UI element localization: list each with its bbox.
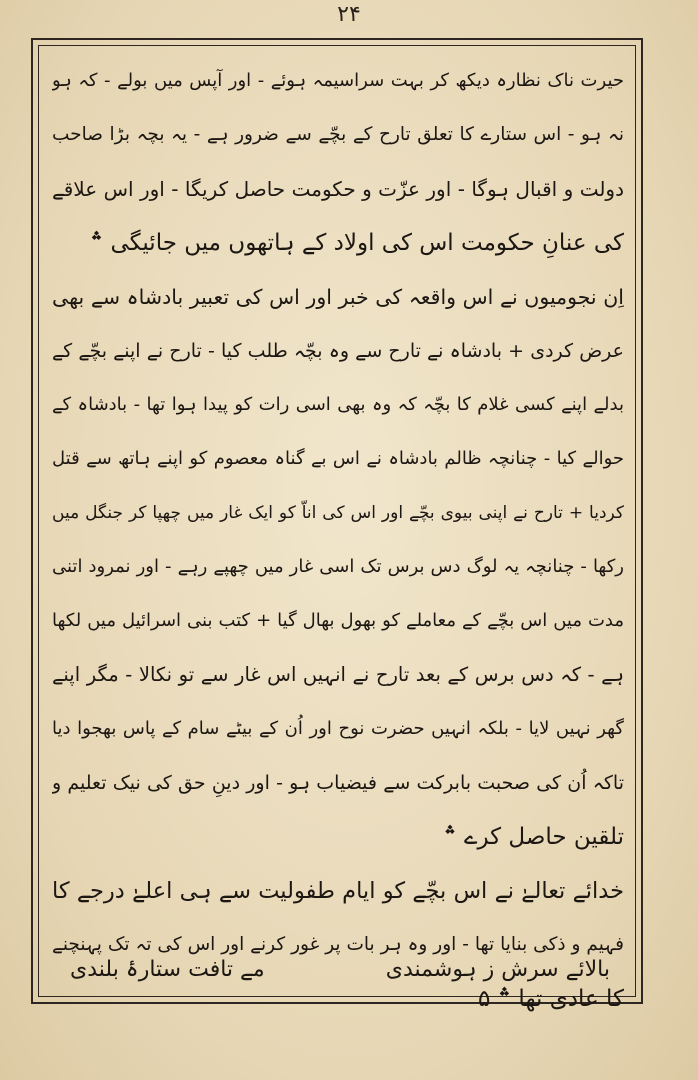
text-line: رکھا - چنانچہ یہ لوگ دس برس تک اسی غار میں چھپے رہے - اور نمرود اتنی	[52, 556, 624, 577]
text-line: کا عادی تھا ؞ ۵	[477, 986, 624, 1012]
text-line: بدلے اپنے کسی غلام کا بچّہ کہ وہ بھی اسی رات کو پیدا ہوا تھا - بادشاہ کے	[52, 394, 624, 415]
text-line: خدائے تعالےٰ نے اس بچّے کو ایام طفولیت سے ہی اعلےٰ درجے کا	[52, 878, 624, 904]
text-line: کی عنانِ حکومت اس کی اولاد کے ہاتھوں میں جائیگی ؞	[89, 230, 624, 256]
text-line: گھر نہیں لایا - بلکہ انہیں حضرت نوح اور اُن کے بیٹے سام کے پاس بھجوا دیا	[52, 718, 624, 739]
text-line: عرض کردی + بادشاہ نے تارح سے وہ بچّہ طلب کیا - تارح نے اپنے بچّے کے	[52, 340, 624, 362]
text-line: مدت میں اس بچّے کے معاملے کو بھول بھال گیا + کتب بنی اسرائیل میں لکھا	[52, 610, 624, 631]
text-line: تلقین حاصل کرے ؞	[443, 824, 624, 850]
text-line: کردیا + تارح نے اپنی بیوی بچّے اور اس کی اناّ کو ایک غار میں چھپا کر جنگل میں	[52, 503, 624, 523]
text-line: حوالے کیا - چنانچہ ظالم بادشاہ نے اس بے گناہ معصوم کو اپنے ہاتھ سے قتل	[52, 448, 624, 469]
verse-right-hemistich: بالائے سرش ز ہوشمندی	[385, 957, 610, 982]
page-number: ۲۴	[337, 2, 361, 27]
text-line: اِن نجومیوں نے اس واقعہ کی خبر اور اس کی تعبیر بادشاہ سے بھی	[52, 285, 624, 309]
body-text	[52, 54, 624, 1026]
persian-verse	[70, 945, 610, 995]
verse-left-hemistich: مے تافت ستارۂ بلندی	[70, 957, 265, 982]
text-line: نہ ہو - اس ستارے کا تعلق تارح کے بچّے سے ضرور ہے - یہ بچہ بڑا صاحب	[52, 124, 624, 145]
text-line: حیرت ناک نظارہ دیکھ کر بہت سراسیمہ ہوئے - اور آپس میں بولے - کہ ہو	[52, 70, 624, 91]
text-line: تاکہ اُن کی صحبت بابرکت سے فیضیاب ہو - اور دینِ حق کی نیک تعلیم و	[52, 772, 624, 794]
text-line: ہے - کہ دس برس کے بعد تارح نے انہیں اس غار سے تو نکالا - مگر اپنے	[52, 663, 624, 686]
text-line: دولت و اقبال ہوگا - اور عزّت و حکومت حاصل کریگا - اور اس علاقے	[52, 177, 624, 201]
text-line: فہیم و ذکی بنایا تھا - اور وہ ہر بات پر غور کرنے اور اس کی تہ تک پہنچنے	[52, 934, 624, 955]
